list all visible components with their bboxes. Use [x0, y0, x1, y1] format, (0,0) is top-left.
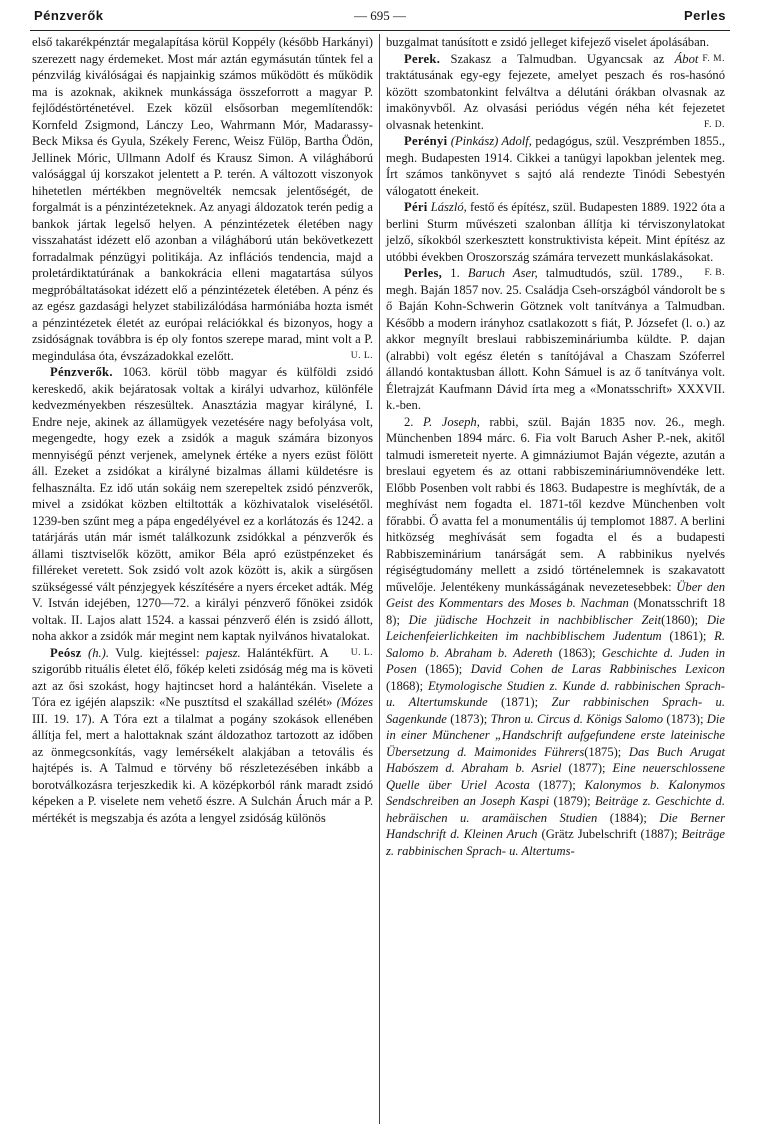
author-signature: F. M.	[702, 53, 725, 64]
entry-headword: Pénzverők.	[50, 365, 113, 379]
entry-perek: Perek. Szakasz a Talmudban. Ugyancsak az Ábot traktátusának egy-egy fejezete, amelyet peszach és ros-hasónó között szombatonkint felváltva a délutáni órákban olvasnak az imakönyvből. Az olvasási periódus végén néha két fejezetet olvasnak hetenkint. F. D.	[386, 51, 725, 132]
entry-penzverok: Pénzverők. 1063. körül több magyar és külföldi zsidó kereskedő, akik bejáratosak voltak a királyi udvarhoz, különféle kedvezményekben részesültek. Anasztázia magyar királyné, I. Endre neje, akinek az államügyek vezetésére nagy befolyása volt, megengedte, hogy ezek a zsidók a maguk számára bizonyos mennyiségű pénzt verjenek, amelynek értéke a nyers ezüst fölött áll. Ezeket a zsidókat a királyné bizalmas állami küldetésre is felhasználta. Ez idő után sokáig nem szerepeltek zsidó pénzverők, mivel a zsidókat közben eltiltották a közhivatalok viselésétől. 1239-ben szűnt meg a pápa engedélyével ez a korlátozás és 1242. a tatárjárás után már ismét találkozunk zsidókkal a pénzverők és állami tisztviselők között, amikor Béla apró ezüstpénzeket és filléreket veretett. Sok zsidó volt azok között is, akik a sürgősen szükségessé vált pénzjegyek készítésére a nyers érceket adták. Még V. István idejében, 1270—72. a királyi pénzverő főnökei zsidók voltak. II. Lajos alatt 1524. a kassai pénzverő élén is zsidó állott, noha akkor a zsidók már megint nem kaptak nyilvános hivatalokat. U. L.	[32, 364, 373, 645]
author-signature: F. D.	[703, 119, 725, 130]
running-header	[30, 8, 730, 30]
right-column	[386, 34, 725, 859]
author-signature: F. B.	[704, 268, 725, 278]
column-divider	[379, 34, 380, 1124]
entry-headword: Péri	[404, 200, 428, 214]
header-left-keyword: Pénzverők	[34, 8, 104, 23]
page-number: — 695 —	[354, 8, 406, 23]
entry-peri: Péri László, festő és építész, szül. Budapesten 1889. 1922 óta a berlini Sturm művészeti szalonban állítja ki térviszonylatokat jelző, síkokból szerkesztett konstruktivista képeit. Mint építész az utóbbi években Oroszország számára tervezett munkáslakásokat. F. B.	[386, 199, 725, 265]
entry-headword: Perles,	[404, 266, 443, 280]
entry-perenyi: Perényi (Pinkász) Adolf, pedagógus, szül. Veszprémben 1855., megh. Budapesten 1914. Cikkei a tanügyi lapokban jelentek meg. Írt számos tankönyvet s sajtó alá rendezte Tinódi Sebestyén válogatott énekeit.	[386, 134, 725, 198]
entry-peosz: Peósz (h.). Vulg. kiejtéssel: pajesz. Halántékfürt. A szigorúbb rituális életet élő, főkép keleti zsidóság még ma is követi azt az ősi szokást, hogy hajtincset hord a halántékán. Viselete a Tóra ez igéjén alapszik: «Ne pusztítsd el szakállad szélét» (Mózes III. 19. 17). A Tóra ezt a tilalmat a pogány szokások ellenében állítja fel, mert a halottaknak szánt áldozathoz tartozott az időben az önmegcsonkítás, vagy lemérsékelt alakjában a tetovális és hajtépés is. A Talmud e törvény bő részletezésében inkább a borotválkozásra terjeszkedik ki. A középkorból ránk maradt zsidó képeken a P. viselete nem vehető észre. A Sulchán Áruch már a P. mértékét is megszabja és azóta a lengyel zsidóság különös	[32, 645, 373, 825]
entry-perles-baruch: Perles, 1. Baruch Aser, talmudtudós, szül. 1789., megh. Baján 1857 nov. 25. Családja Cseh-országból vándorolt be s ő Baján Kohn-Schwerin Götznek volt tanítványa a Talmudban. Később a modern irányhoz csatlakozott s fiát, P. Józsefet (l. o.) az akkor megnyílt breslaui rabbiszemináriumba küldte. P. dajan (alrabbi) volt egész életén s tanítójával a Chaszam Szóferrel állandó kontaktusban állott. Kohn Sámuel is az ő tanítványa volt. Életrajzát Kaufmann Dávid írta meg a «Monatsschrift» XXXVII. k.-ben.	[386, 266, 725, 412]
entry-headword: Peósz	[50, 645, 82, 660]
entry-continuation: első takarékpénztár megalapítása körül Koppély (később Harkányi) szerezett nagy érdemeket. Most már aztán egymásután tűntek fel a pénzvilág kiválóságai és napjainkig számos működött és működik ma is azoknak, akiknek munkássága összeforrott a magyar P. fejlődéstörténetével. Ezek közül elsősorban megemlítendők: Kornfeld Zsigmond, Lánczy Leo, Wahrmann Mór, Madarassy-Beck Miksa és Gyula, Székely Ferenc, Weisz Fülöp, Bartha Ödön, Jellinek Móric, Ullmann Adolf és Krausz Simon. A világháború valósággal új korszakot jelentett a P. terén. A változott viszonyok hihetetlen mértékben megnövelték nemcsak jelentőségét, de forgalmát is a pénzintézeteknek. Az anyagi áldozatok terén pedig a bankok jártak legelső helyen. A pénzintézetek életében nagy visszahatást idézett elő azonban a világháború után bekövetkezett forradalmak pénzügyi politikája. Az inflációs tendencia, majd a proletárdiktatúrának a bankokrácia elleni magatartása súlyos megpróbáltatásokat idézett elő a pénzintézetek életében. A pénz és az egész gazdasági helyzet stabilizálódása harmóniába hozta ismét a pénzintézetek életét az európai relációkkal és bizonyos, hogy a zsidóságnak továbbra is ép oly fontos szerepe marad, mint volt a P. megindulása óta, évszázadokkal ezelőtt. U. L.	[32, 35, 373, 363]
header-rule	[30, 30, 730, 31]
author-signature: U. L.	[350, 647, 373, 658]
entry-headword: Perek.	[404, 51, 441, 66]
left-column	[32, 34, 373, 826]
entry-headword: Perényi	[404, 134, 448, 148]
entry-perles-joseph: 2. P. Joseph, rabbi, szül. Baján 1835 nov. 26., megh. Münchenben 1894 márc. 6. Fia volt Baruch Asher P.-nek, akitől talmudi ismereteit nyerte. A gimnáziumot Baján végezte, azután a breslaui egyetem és az ottani rabbiszemináriumnövendéke lett. Előbb Posenben volt rabbi és 1863. Budapestre is meghívták, de a meghívást nem fogadta el. 1871-től kezdve Münchenben volt főrabbi. Ő avatta fel a monumentális új templomot 1887. A berlini hitközség meghívását sem fogadta el és a budapesti Rabbiszeminárium tanárságát sem. A rabbinikus nyelvés régiségtudomány mellett a zsidó történelemnek is szakavatott művelője. Jelentékeny munkásságának nevezetesebbek: Über den Geist des Kommentars des Moses b. Nachman (Monatsschrift 18 8); Die jüdische Hochzeit in nachbiblischer Zeit(1860); Die Leichenfeierlichkeiten im nachbiblischem Judentum (1861); R. Salomo b. Abraham b. Adereth (1863); Geschichte d. Juden in Posen (1865); David Cohen de Laras Rabbinisches Lexicon (1868); Etymologische Studien z. Kunde d. rabbinischen Sprach- u. Altertumskunde (1871); Zur rabbinischen Sprach- u. Sagenkunde (1873); Thron u. Circus d. Königs Salomo (1873); Die in einer Münchener „Handschrift aufgefundene erste lateinische Übersetzung d. Maimonides Führers(1875); Das Buch Arugat Habószem d. Abraham b. Asriel (1877); Eine neuerschlossene Quelle über Uriel Acosta (1877); Kalonymos b. Kalonymos Sendschreiben an Joseph Kaspi (1879); Beiträge z. Geschichte d. hebräischen u. aramäischen Studien (1884); Die Berner Handschrift d. Kleinen Aruch (Grätz Jubelschrift (1887); Beiträge z. rabbinischen Sprach- u. Altertums-	[386, 414, 726, 858]
author-signature: U. L.	[350, 350, 373, 361]
header-right-keyword: Perles	[683, 8, 726, 23]
entry-continuation: buzgalmat tanúsított e zsidó jelleget kifejező viselet ápolásában. F. M.	[386, 34, 725, 51]
